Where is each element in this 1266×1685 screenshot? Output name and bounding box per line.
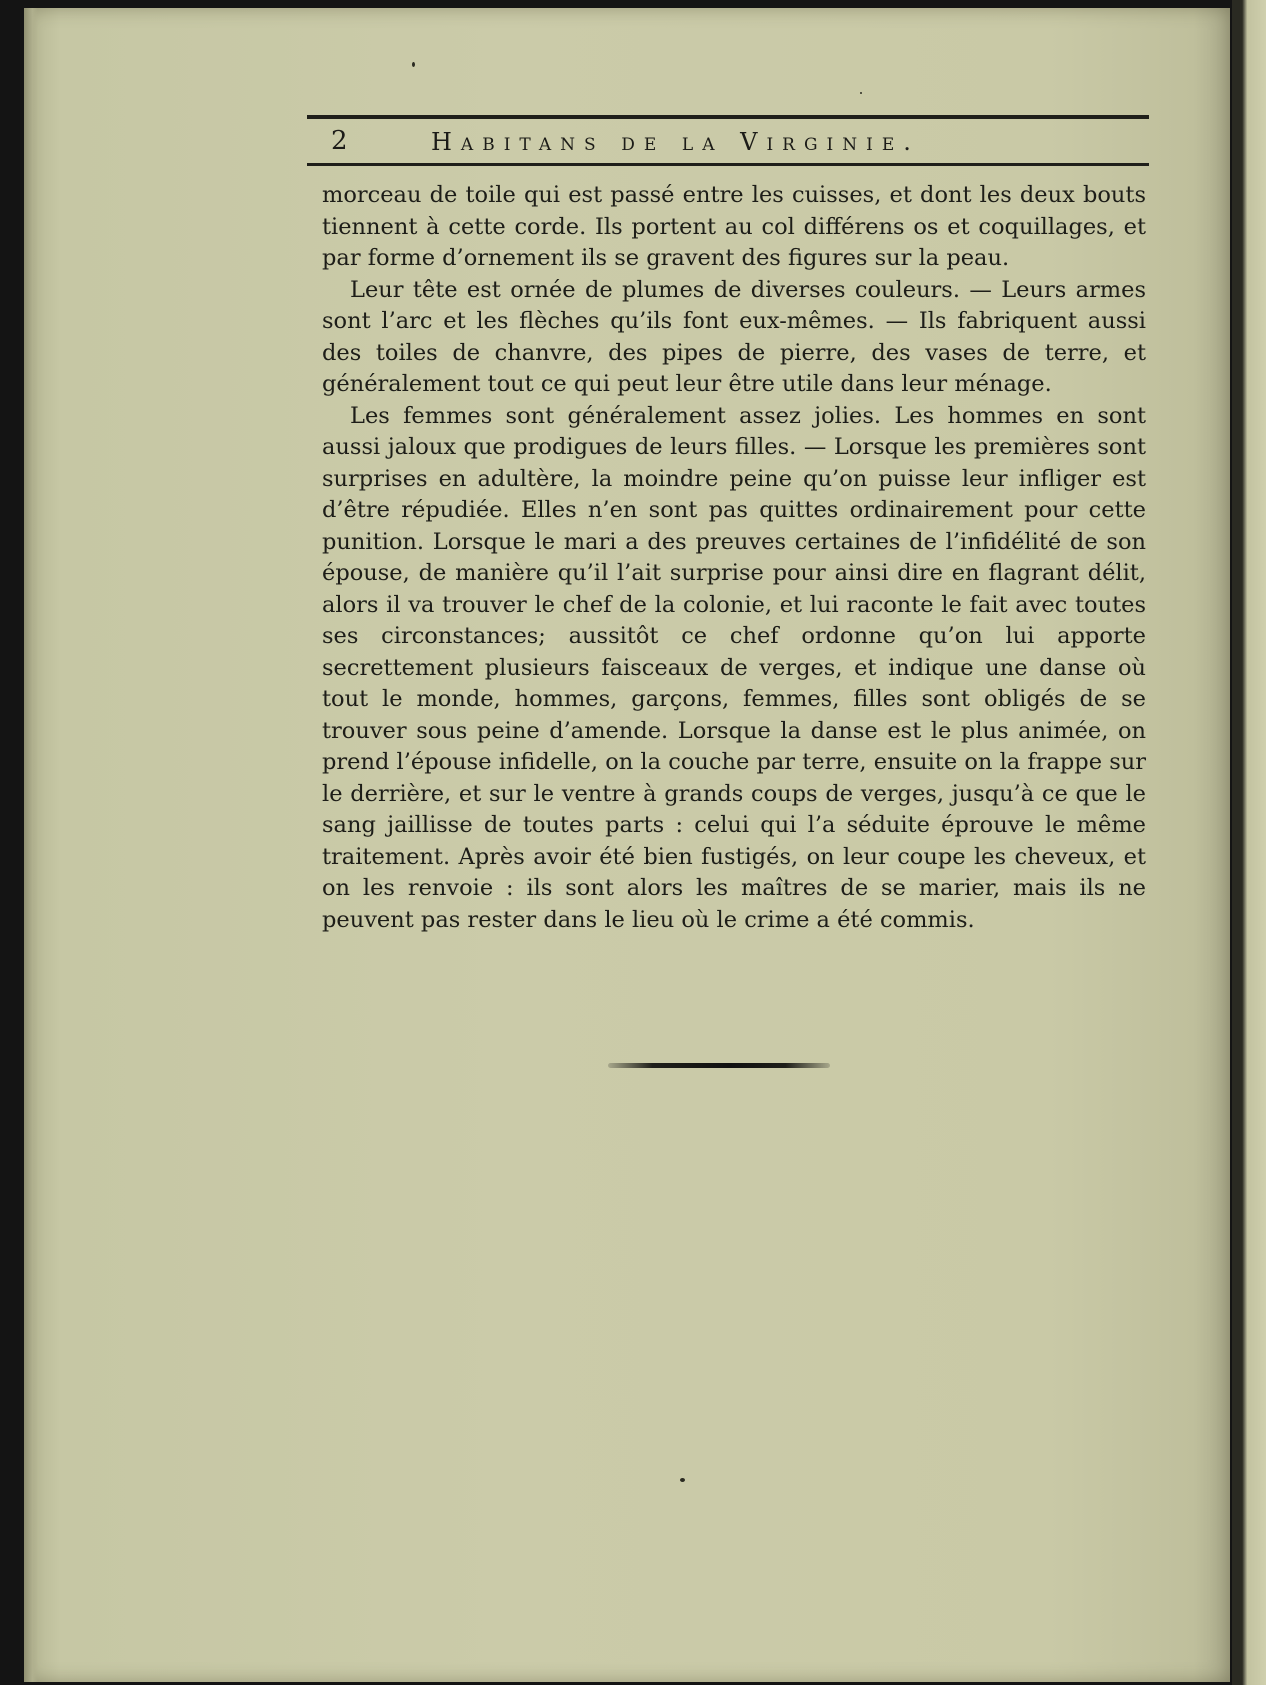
- running-head-title: Habitans de la Virginie.: [431, 128, 920, 156]
- paper-speck: [412, 62, 415, 67]
- paragraph-ornaments-weapons: Leur tête est ornée de plumes de diverses couleurs. — Leurs armes sont l’arc et les flèches qu’ils font eux-mêmes. — Ils fabriquent aussi des toiles de chanvre, des pipes de pierre, des vases de terre, et généralement tout ce qui peut leur être utile dans leur ménage.: [322, 276, 1146, 397]
- adjacent-page-edge: [1232, 0, 1266, 1685]
- running-head: [307, 124, 1149, 158]
- section-end-rule: [608, 1063, 830, 1068]
- paper-speck: [860, 92, 862, 94]
- paragraph-women-adultery: Les femmes sont généralement assez jolies. Les hommes en sont aussi jaloux que prodigues de leurs filles. — Lorsque les premières sont surprises en adultère, la moindre peine qu’on puisse leur infliger est d’être répudiée. Elles n’en sont pas quittes ordinairement pour cette punition. Lorsque le mari a des preuves certaines de l’infidélité de son épouse, de manière qu’il l’ait surprise pour ainsi dire en flagrant délit, alors il va trouver le chef de la colonie, et lui raconte le fait avec toutes ses circonstances; aussitôt ce chef ordonne qu’on lui apporte secrettement plusieurs faisceaux de verges, et indique une danse où tout le monde, hommes, garçons, femmes, filles sont obligés de se trouver sous peine d’amende. Lorsque la danse est le plus animée, on prend l’épouse infidelle, on la couche par terre, ensuite on la frappe sur le derrière, et sur le ventre à grands coups de verges, jusqu’à ce que le sang jaillisse de toutes parts : celui qui l’a séduite éprouve le même traitement. Après avoir été bien fustigés, on leur coupe les cheveux, et on les renvoie : ils sont alors les maîtres de se marier, mais ils ne peuvent pas rester dans le lieu où le crime a été commis.: [322, 402, 1146, 933]
- paper-speck: [680, 1478, 685, 1482]
- page-number: 2: [331, 126, 348, 156]
- header-bottom-rule: [307, 163, 1149, 166]
- paragraph-continuation: morceau de toile qui est passé entre les cuisses, et dont les deux bouts tiennent à cette corde. Ils portent au col différens os et coquillages, et par forme d’ornement ils se gravent des figures sur la peau.: [322, 182, 1146, 271]
- page-gutter-shadow: [24, 8, 38, 1682]
- header-top-rule: [307, 115, 1149, 119]
- body-text: [322, 180, 1146, 936]
